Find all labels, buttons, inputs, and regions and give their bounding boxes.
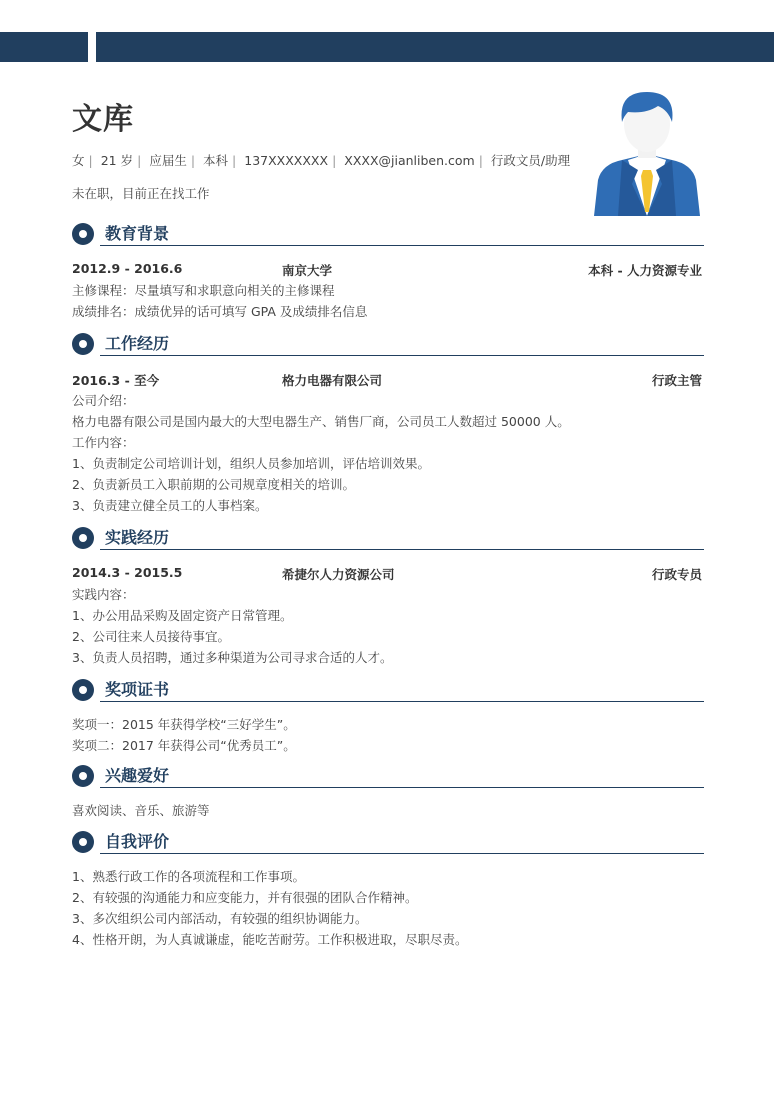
info-email: XXXX@jianliben.com bbox=[344, 153, 475, 168]
section-title: 实践经历 bbox=[105, 528, 170, 547]
info-status: 应届生 bbox=[149, 153, 187, 168]
self-eval-line: 4、性格开朗，为人真诚谦虚，能吃苦耐劳。工作积极进取，尽职尽责。 bbox=[72, 932, 468, 947]
work-section bbox=[72, 332, 704, 516]
practice-line: 2、公司往来人员接待事宜。 bbox=[72, 629, 230, 644]
practice-role: 行政专员 bbox=[651, 567, 702, 582]
education-school: 南京大学 bbox=[282, 263, 333, 278]
section-title: 工作经历 bbox=[105, 334, 170, 353]
self-eval-line: 2、有较强的沟通能力和应变能力，并有很强的团队合作精神。 bbox=[72, 890, 418, 905]
section-marker-icon bbox=[72, 223, 94, 245]
education-line: 主修课程：尽量填写和求职意向相关的主修课程 bbox=[72, 283, 335, 298]
practice-line: 3、负责人员招聘，通过多种渠道为公司寻求合适的人才。 bbox=[72, 650, 393, 665]
section-title: 自我评价 bbox=[105, 832, 170, 851]
resume-name: 文库 bbox=[72, 102, 134, 137]
award-line: 奖项一：2015 年获得学校“三好学生”。 bbox=[72, 717, 296, 732]
practice-line: 实践内容： bbox=[72, 587, 135, 602]
section-title: 教育背景 bbox=[105, 224, 170, 243]
info-age: 21 岁 bbox=[100, 153, 134, 168]
employment-status: 未在职，目前正在找工作 bbox=[72, 186, 210, 201]
self-eval-line: 1、熟悉行政工作的各项流程和工作事项。 bbox=[72, 869, 305, 884]
section-marker-icon bbox=[72, 765, 94, 787]
section-divider bbox=[100, 245, 704, 246]
work-company: 格力电器有限公司 bbox=[282, 373, 383, 388]
section-divider bbox=[100, 355, 704, 356]
practice-entry bbox=[72, 562, 704, 584]
work-line: 2、负责新员工入职前期的公司规章度相关的培训。 bbox=[72, 477, 355, 492]
section-title: 奖项证书 bbox=[105, 680, 170, 699]
education-entry bbox=[72, 258, 704, 280]
section-divider bbox=[100, 549, 704, 550]
education-date: 2012.9 - 2016.6 bbox=[72, 261, 183, 276]
work-line: 工作内容： bbox=[72, 435, 135, 450]
section-marker-icon bbox=[72, 679, 94, 701]
header-bar-left bbox=[0, 32, 88, 62]
personal-info: 女 | 21 岁 | 应届生 | 本科 | 137XXXXXXX | XXXX@jianliben.com | 行政文员/助理 bbox=[72, 153, 571, 168]
person-avatar-icon bbox=[588, 88, 706, 216]
section-divider bbox=[100, 853, 704, 854]
self-evaluation-section bbox=[72, 830, 704, 950]
education-line: 成绩排名：成绩优异的话可填写 GPA 及成绩排名信息 bbox=[72, 304, 368, 319]
info-phone: 137XXXXXXX bbox=[244, 153, 329, 168]
awards-section bbox=[72, 678, 704, 756]
practice-line: 1、办公用品采购及固定资产日常管理。 bbox=[72, 608, 293, 623]
practice-company: 希捷尔人力资源公司 bbox=[282, 567, 395, 582]
section-divider bbox=[100, 787, 704, 788]
practice-date: 2014.3 - 2015.5 bbox=[72, 565, 183, 580]
work-line: 公司介绍： bbox=[72, 393, 135, 408]
award-line: 奖项二：2017 年获得公司“优秀员工”。 bbox=[72, 738, 296, 753]
section-marker-icon bbox=[72, 527, 94, 549]
work-date: 2016.3 - 至今 bbox=[72, 373, 160, 388]
section-title: 兴趣爱好 bbox=[105, 766, 170, 785]
work-line: 1、负责制定公司培训计划，组织人员参加培训，评估培训效果。 bbox=[72, 456, 430, 471]
section-marker-icon bbox=[72, 333, 94, 355]
info-degree: 本科 bbox=[203, 153, 229, 168]
work-line: 格力电器有限公司是国内最大的大型电器生产、销售厂商，公司员工人数超过 50000 人。 bbox=[72, 414, 570, 429]
education-degree: 本科 - 人力资源专业 bbox=[588, 263, 702, 278]
section-divider bbox=[100, 701, 704, 702]
self-eval-line: 3、多次组织公司内部活动，有较强的组织协调能力。 bbox=[72, 911, 368, 926]
info-gender: 女 bbox=[72, 153, 85, 168]
work-entry bbox=[72, 368, 704, 390]
work-line: 3、负责建立健全员工的人事档案。 bbox=[72, 498, 268, 513]
hobby-line: 喜欢阅读、音乐、旅游等 bbox=[72, 803, 210, 818]
work-role: 行政主管 bbox=[651, 373, 702, 388]
info-job-target: 行政文员/助理 bbox=[490, 153, 571, 168]
header-bar-right bbox=[96, 32, 774, 62]
education-section bbox=[72, 222, 704, 322]
practice-section bbox=[72, 526, 704, 668]
hobbies-section bbox=[72, 764, 704, 821]
section-marker-icon bbox=[72, 831, 94, 853]
